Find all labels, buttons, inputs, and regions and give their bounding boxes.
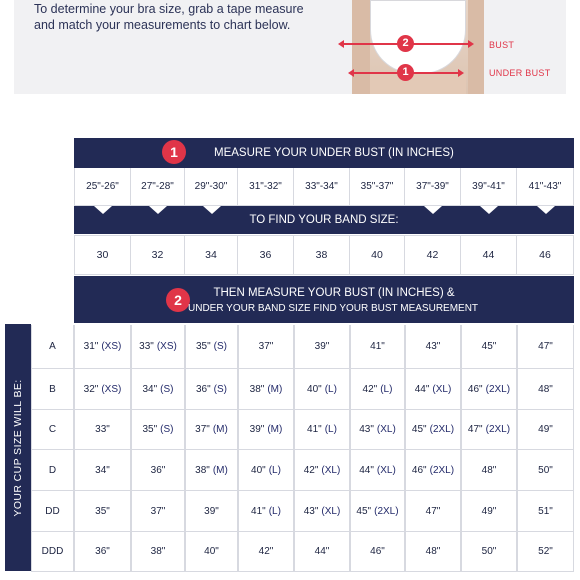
underbust-range-cell: 29"-30" <box>185 168 238 206</box>
bust-measurement: 45" <box>411 424 427 435</box>
cup-label: DD <box>31 491 74 532</box>
bust-measurement-cell <box>461 491 517 532</box>
bust-measurement-cell <box>131 369 185 410</box>
band-size-cell: 42 <box>405 235 461 275</box>
bust-measurement: 49" <box>538 424 553 435</box>
bust-measurement-cell <box>405 369 461 410</box>
bust-measurement: 34" <box>95 464 110 476</box>
bra-illustration <box>370 0 466 74</box>
bust-measurement: 49" <box>481 505 497 517</box>
bust-measurement-cell <box>405 410 461 450</box>
underbust-range-cell: 33"-34" <box>294 168 350 206</box>
bust-measurement-cell <box>185 410 238 450</box>
bust-measurement-cell <box>405 450 461 491</box>
bust-measurement: 35" <box>195 341 211 352</box>
bust-measurement: 39" <box>314 341 330 352</box>
bust-measurement-cell <box>185 450 238 491</box>
bust-measurement: 41" <box>251 505 266 517</box>
bust-measurement: 46" <box>370 546 385 557</box>
bust-measurement: 45" <box>481 341 497 352</box>
chevron-down-icon <box>149 206 167 214</box>
bust-measurement-cell <box>294 369 350 410</box>
bust-measurement-cell <box>517 491 574 532</box>
bust-measurement-cell <box>238 369 294 410</box>
cup-label: A <box>31 325 74 369</box>
cup-row <box>31 532 574 572</box>
bust-measurement-cell <box>131 325 185 369</box>
size-code: (S) <box>160 424 174 435</box>
cup-size-side-text: YOUR CUP SIZE WILL BE: <box>12 378 24 517</box>
intro-line-2: and match your measurements to chart below. <box>34 18 291 32</box>
bust-measurement: 39" <box>249 424 265 435</box>
bust-measurement: 44" <box>359 464 374 476</box>
bust-measurement: 32" <box>83 383 99 395</box>
bust-measurement-cell <box>185 325 238 369</box>
bust-measurement-cell <box>185 369 238 410</box>
bust-arrow-right-icon <box>468 40 474 48</box>
bust-measurement-cell <box>74 369 131 410</box>
bust-measurement-cell <box>517 325 574 369</box>
bust-measurement-cell <box>405 532 461 572</box>
bust-measurement-cell <box>350 491 405 532</box>
bust-measurement-cell <box>517 369 574 410</box>
chevron-down-icon <box>203 206 221 214</box>
bust-measurement: 48" <box>538 383 553 395</box>
cup-label: D <box>31 450 74 491</box>
bust-measurement-cell <box>131 491 185 532</box>
cup-row <box>31 450 574 491</box>
band-heading: TO FIND YOUR BAND SIZE: <box>249 214 399 226</box>
bust-measurement-cell <box>74 532 131 572</box>
underbust-range-cell: 39"-41" <box>461 168 517 206</box>
bust-measurement: 42" <box>303 464 319 476</box>
bust-measurement: 50" <box>481 546 497 557</box>
bust-measurement: 48" <box>425 546 441 557</box>
underbust-number-badge: 1 <box>397 64 414 81</box>
size-code: (2XL) <box>485 383 511 395</box>
bust-measurement-cell <box>350 325 405 369</box>
size-code: (L) <box>324 383 337 395</box>
size-code: (XS) <box>101 383 122 395</box>
bust-measurement: 44" <box>414 383 430 395</box>
size-code: (L) <box>268 505 281 517</box>
bust-measurement-cell <box>131 450 185 491</box>
bust-measurement-cell <box>350 532 405 572</box>
bust-measurement-cell <box>294 410 350 450</box>
bust-measurement: 46" <box>467 383 483 395</box>
bust-measurement: 41" <box>307 424 322 435</box>
size-code: (XS) <box>101 341 122 352</box>
bust-measurement: 47" <box>425 505 441 517</box>
bust-measurement: 50" <box>538 464 553 476</box>
bust-measurement-cell <box>294 450 350 491</box>
step1-header <box>74 138 574 168</box>
underbust-range-cell: 35"-37" <box>350 168 405 206</box>
size-code: (L) <box>324 424 337 435</box>
bust-measurement: 40" <box>251 464 266 476</box>
bust-measurement-cell <box>185 491 238 532</box>
step2-line-2: UNDER YOUR BAND SIZE FIND YOUR BUST MEASUREMENT <box>188 303 479 314</box>
band-size-cell: 36 <box>238 235 294 275</box>
size-code: (M) <box>212 424 228 435</box>
bust-measurement: 36" <box>95 546 110 557</box>
bust-measurement-cell <box>131 532 185 572</box>
bust-measurement: 43" <box>303 505 319 517</box>
bust-measurement-cell <box>517 450 574 491</box>
bust-measurement-cell <box>461 532 517 572</box>
step2-header <box>74 276 574 323</box>
bust-measurement: 52" <box>538 546 553 557</box>
bust-measurement-cell <box>74 410 131 450</box>
size-code: (2XL) <box>429 424 455 435</box>
underbust-ranges-row <box>74 168 574 206</box>
model-midriff <box>370 74 466 94</box>
size-code: (M) <box>267 383 283 395</box>
intro-line-1: To determine your bra size, grab a tape measure <box>34 2 304 16</box>
size-code: (2XL) <box>485 424 511 435</box>
bust-measurement: 35" <box>95 505 110 517</box>
bust-measurement: 35" <box>142 424 158 435</box>
bust-measurement-cell <box>238 532 294 572</box>
underbust-range-cell: 41"-43" <box>517 168 574 206</box>
bust-measurement: 33" <box>139 341 154 352</box>
bust-measurement: 40" <box>204 546 219 557</box>
underbust-range-cell: 37"-39" <box>405 168 461 206</box>
bust-label: BUST <box>489 40 515 50</box>
chevron-down-icon <box>537 206 555 214</box>
band-size-cell: 40 <box>350 235 405 275</box>
chevron-down-icon <box>480 206 498 214</box>
bust-measurement-cell <box>294 325 350 369</box>
size-code: (M) <box>267 424 283 435</box>
bust-measurement-cell <box>517 532 574 572</box>
size-code: (2XL) <box>374 505 399 517</box>
cup-row <box>31 369 574 410</box>
underbust-arrow-left-icon <box>348 69 354 77</box>
size-code: (XS) <box>156 341 177 352</box>
bust-measurement-cell <box>294 491 350 532</box>
underbust-range-cell: 25"-26" <box>74 168 131 206</box>
chevron-down-icon <box>424 206 442 214</box>
step1-heading: MEASURE YOUR UNDER BUST (IN INCHES) <box>214 147 454 159</box>
underbust-label: UNDER BUST <box>489 68 551 78</box>
bust-measurement: 39" <box>204 505 219 517</box>
bust-measurement: 51" <box>538 505 553 517</box>
bust-measurement: 33" <box>95 424 110 435</box>
bust-measurement-cell <box>461 325 517 369</box>
bust-measurement-cell <box>405 325 461 369</box>
size-code: (XL) <box>321 464 341 476</box>
bust-measurement: 36" <box>195 383 211 395</box>
size-code: (S) <box>213 341 228 352</box>
bust-measurement-cell <box>461 450 517 491</box>
size-code: (2XL) <box>429 464 455 476</box>
bust-measurement-cell <box>238 491 294 532</box>
bust-measurement-cell <box>405 491 461 532</box>
bust-measurement-cell <box>74 450 131 491</box>
band-sizes-row <box>74 235 574 275</box>
cup-row <box>31 491 574 532</box>
band-size-cell: 46 <box>517 235 574 275</box>
bust-measurement-cell <box>461 410 517 450</box>
cup-label: B <box>31 369 74 410</box>
size-code: (XL) <box>376 424 396 435</box>
bust-measurement: 38" <box>249 383 265 395</box>
intro-text <box>34 1 364 33</box>
bust-measurement: 37" <box>150 505 166 517</box>
size-code: (S) <box>213 383 228 395</box>
band-size-cell: 32 <box>131 235 185 275</box>
bust-measurement-cell <box>350 410 405 450</box>
bust-measurement-cell <box>461 369 517 410</box>
bust-measurement-cell <box>238 450 294 491</box>
bust-measurement-cell <box>517 410 574 450</box>
bust-measurement: 46" <box>411 464 427 476</box>
cup-size-side-label <box>5 324 31 571</box>
bust-measurement: 34" <box>142 383 158 395</box>
cup-row <box>31 325 574 369</box>
bust-measurement-cell <box>74 491 131 532</box>
bust-measurement-cell <box>350 450 405 491</box>
step2-badge: 2 <box>166 288 190 312</box>
bust-measurement: 44" <box>314 546 330 557</box>
bust-measurement-cell <box>238 410 294 450</box>
bust-measurement: 38" <box>150 546 166 557</box>
bust-measurement: 37" <box>258 341 274 352</box>
band-size-cell: 34 <box>185 235 238 275</box>
bust-arrow-left-icon <box>338 40 344 48</box>
bust-measurement: 43" <box>359 424 374 435</box>
step1-badge: 1 <box>162 140 186 164</box>
bust-measurement: 45" <box>356 505 372 517</box>
bust-measurement: 41" <box>370 341 385 352</box>
size-code: (L) <box>380 383 393 395</box>
bust-number-badge: 2 <box>397 35 414 52</box>
size-code: (XL) <box>376 464 396 476</box>
bust-measurement: 31" <box>83 341 99 352</box>
bust-measurement: 47" <box>467 424 483 435</box>
bust-measurement-cell <box>185 532 238 572</box>
underbust-range-cell: 27"-28" <box>131 168 185 206</box>
bust-measurement: 43" <box>425 341 441 352</box>
bust-measurement: 37" <box>195 424 210 435</box>
bust-measurement: 47" <box>538 341 553 352</box>
step2-line-1: THEN MEASURE YOUR BUST (IN INCHES) & <box>213 287 455 299</box>
bust-measurement-cell <box>131 410 185 450</box>
band-size-cell: 38 <box>294 235 350 275</box>
underbust-arrow-right-icon <box>458 69 464 77</box>
bust-measurement: 40" <box>307 383 322 395</box>
underbust-range-cell: 31"-32" <box>238 168 294 206</box>
model-arm-left <box>352 0 370 94</box>
bust-measurement: 38" <box>195 464 210 476</box>
size-code: (L) <box>268 464 281 476</box>
bust-measurement: 36" <box>150 464 166 476</box>
cup-label: DDD <box>31 532 74 572</box>
bust-measurement-cell <box>350 369 405 410</box>
bust-measurement-cell <box>294 532 350 572</box>
bust-measurement: 42" <box>258 546 274 557</box>
size-code: (S) <box>160 383 174 395</box>
cup-label: C <box>31 410 74 450</box>
band-size-cell: 44 <box>461 235 517 275</box>
bust-measurement: 48" <box>481 464 497 476</box>
size-code: (XL) <box>321 505 341 517</box>
size-code: (M) <box>212 464 228 476</box>
model-photo <box>352 0 484 94</box>
size-code: (XL) <box>432 383 452 395</box>
bust-measurement: 42" <box>362 383 378 395</box>
chevron-down-icon <box>94 206 112 214</box>
bust-measurement-cell <box>238 325 294 369</box>
band-size-cell: 30 <box>74 235 131 275</box>
bust-measurement-cell <box>74 325 131 369</box>
cup-row <box>31 410 574 450</box>
